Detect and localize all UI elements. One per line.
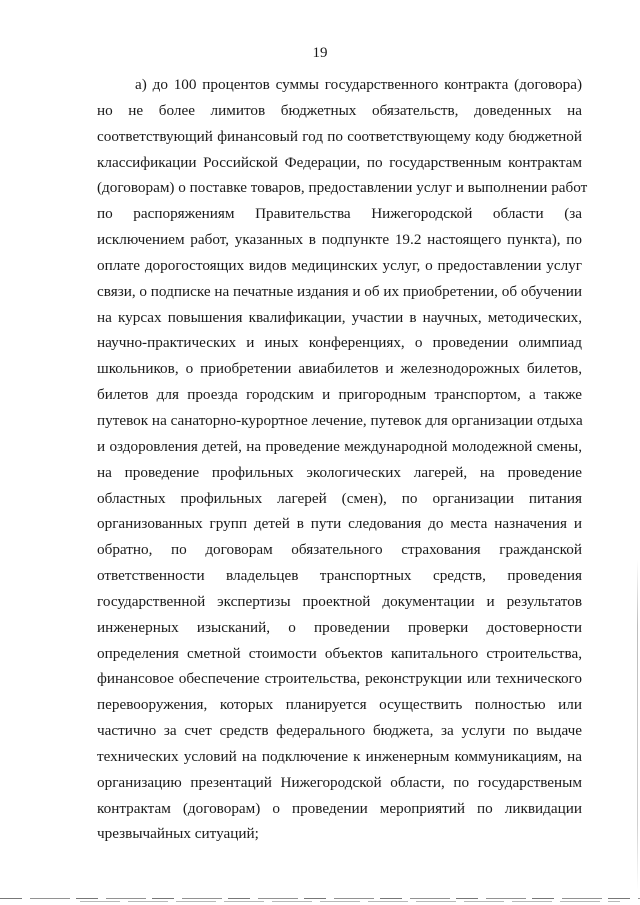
text-line: областных профильных лагерей (смен), по организации питания — [97, 489, 582, 507]
text-line: связи, о подписке на печатные издания и об их приобретении, об обучении — [97, 282, 582, 300]
text-line: путевок на санаторно-курортное лечение, путевок для организации отдыха — [97, 411, 583, 429]
text-line: на курсах повышения квалификации, участии в научных, методических, — [97, 308, 582, 326]
scan-bottom-line — [0, 898, 640, 899]
text-line: контрактам (договорам) о проведении мероприятий по ликвидации — [97, 799, 582, 817]
text-line: ответственности владельцев транспортных средств, проведения — [97, 567, 582, 585]
scan-bottom-line-secondary — [80, 901, 620, 902]
text-line: но не более лимитов бюджетных обязательств, доведенных на — [97, 101, 582, 119]
body-paragraph — [97, 72, 588, 847]
text-line: инженерных изысканий, о проведении проверки достоверности — [97, 618, 582, 636]
text-line: перевооружения, которых планируется осуществить полностью или — [97, 696, 582, 714]
text-line: классификации Российской Федерации, по государственным контрактам — [97, 153, 582, 171]
text-line: организацию презентаций Нижегородской области, по государственым — [97, 773, 582, 791]
text-line: организованных групп детей в пути следования до места назначения и — [97, 515, 582, 533]
text-line: государственной экспертизы проектной документации и результатов — [97, 592, 582, 610]
text-line: (договорам) о поставке товаров, предоставлении услуг и выполнении работ — [97, 179, 588, 197]
text-line: обратно, по договорам обязательного страхования гражданской — [97, 541, 582, 559]
page-number: 19 — [312, 45, 328, 61]
text-line: исключением работ, указанных в подпункте 19.2 настоящего пункта), по — [97, 231, 582, 249]
text-line: по распоряжениям Правительства Нижегородской области (за — [97, 205, 582, 223]
text-line: школьников, о приобретении авиабилетов и железнодорожных билетов, — [97, 360, 582, 378]
text-line: технических условий на подключение к инженерным коммуникациям, на — [97, 747, 582, 765]
text-line-last: чрезвычайных ситуаций; — [97, 825, 259, 843]
text-line: определения сметной стоимости объектов капитального строительства, — [97, 644, 582, 662]
scan-edge-mark — [637, 560, 638, 890]
text-line: соответствующий финансовый год по соответствующему коду бюджетной — [97, 127, 582, 145]
text-line: билетов для проезда городским и пригородным транспортом, а также — [97, 386, 582, 404]
text-line: на проведение профильных экологических лагерей, на проведение — [97, 463, 582, 481]
text-line: оплате дорогостоящих видов медицинских услуг, о предоставлении услуг — [97, 256, 582, 274]
text-line: а) до 100 процентов суммы государственного контракта (договора) — [135, 76, 582, 93]
text-line: финансовое обеспечение строительства, реконструкции или технического — [97, 670, 582, 688]
text-line: частично за счет средств федерального бюджета, за услуги по выдаче — [97, 722, 582, 740]
text-line: и оздоровления детей, на проведение международной молодежной смены, — [97, 437, 582, 455]
text-line: научно-практических и иных конференциях, о проведении олимпиад — [97, 334, 582, 352]
